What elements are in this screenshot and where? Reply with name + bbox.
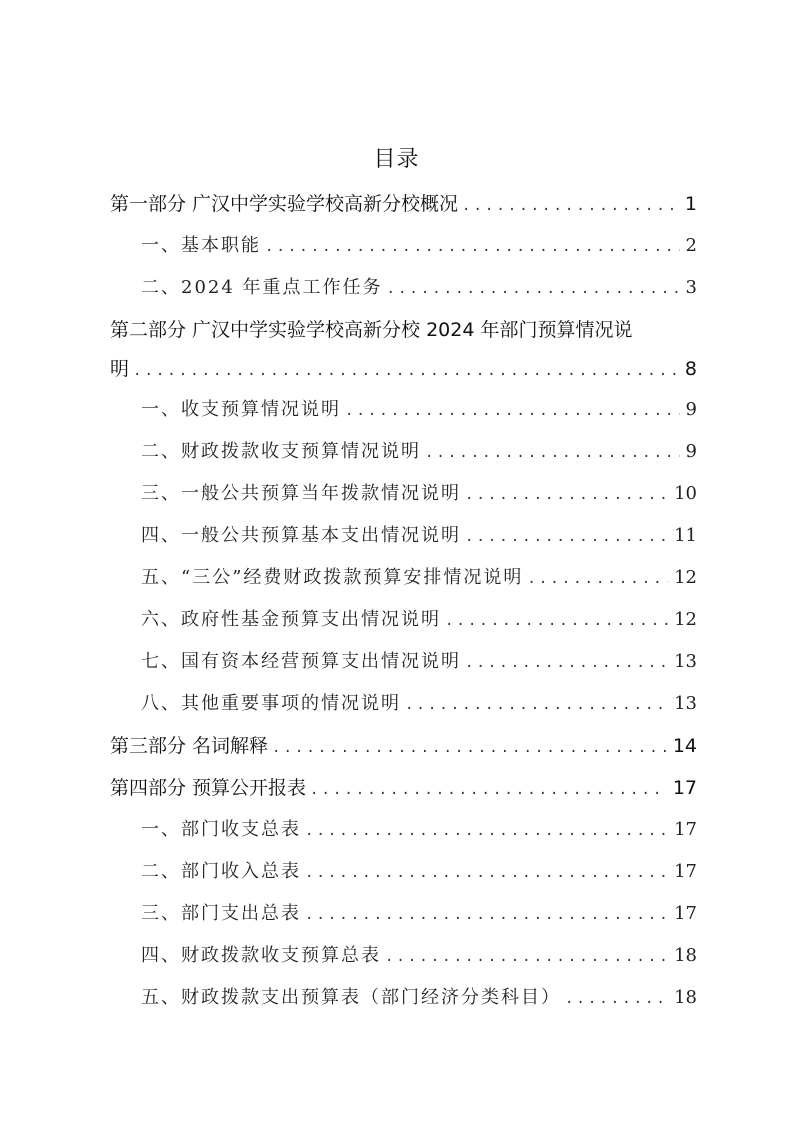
toc-entry-text: 二、财政拨款收支预算情况说明 — [141, 441, 421, 462]
toc-entry-key-tasks[interactable] — [141, 272, 697, 304]
toc-entry-fiscal-appropriation[interactable] — [141, 436, 697, 468]
toc-entry-text: 四、一般公共预算基本支出情况说明 — [141, 525, 461, 546]
toc-page-number: 12 — [674, 567, 697, 588]
toc-leader-dots — [385, 941, 668, 973]
toc-page-number: 17 — [674, 903, 697, 924]
toc-leader-dots — [565, 983, 668, 1015]
toc-entry-income-expense[interactable] — [141, 394, 697, 426]
toc-leader-dots — [425, 437, 680, 469]
toc-entry-dept-income-expense-summary[interactable] — [141, 814, 697, 846]
toc-entry-text: 六、政府性基金预算支出情况说明 — [141, 609, 441, 630]
toc-entry-general-budget-basic[interactable] — [141, 520, 697, 552]
toc-leader-dots — [305, 899, 668, 931]
toc-leader-dots — [133, 355, 679, 387]
toc-page-number: 18 — [674, 987, 697, 1008]
toc-page-number: 18 — [674, 945, 697, 966]
toc-entry-basic-functions[interactable] — [141, 230, 697, 262]
toc-entry-dept-expense-summary[interactable] — [141, 898, 697, 930]
toc-leader-dots — [305, 857, 668, 889]
toc-entry-text: 第一部分 广汉中学实验学校高新分校概况 — [110, 193, 459, 215]
toc-page-number: 13 — [674, 693, 697, 714]
toc-entry-part-1[interactable] — [110, 188, 697, 220]
toc-page-number: 14 — [672, 735, 697, 757]
toc-entry-text: 三、部门支出总表 — [141, 903, 301, 924]
toc-leader-dots — [462, 190, 679, 222]
toc-entry-text: 二、2024 年重点工作任务 — [141, 277, 383, 298]
toc-entry-part-3[interactable] — [110, 730, 697, 762]
toc-title: 目录 — [373, 147, 420, 172]
toc-entry-part-2[interactable] — [110, 353, 697, 385]
toc-page-number: 3 — [685, 277, 697, 298]
toc-entry-text: 一、收支预算情况说明 — [141, 399, 341, 420]
toc-page-number: 8 — [684, 358, 697, 380]
toc-entry-text: 三、一般公共预算当年拨款情况说明 — [141, 483, 461, 504]
toc-entry-part-2-line1[interactable]: 第二部分 广汉中学实验学校高新分校 2024 年部门预算情况说 — [110, 319, 633, 341]
toc-page-number: 9 — [685, 399, 697, 420]
toc-entry-text: 五、“三公”经费财政拨款预算安排情况说明 — [141, 567, 524, 588]
toc-leader-dots — [345, 395, 680, 427]
toc-entry-text: 第四部分 预算公开报表 — [110, 777, 307, 799]
toc-leader-dots — [465, 647, 668, 679]
toc-entry-three-public-expenses[interactable] — [141, 562, 697, 594]
toc-leader-dots — [465, 521, 668, 553]
toc-leader-dots — [445, 605, 668, 637]
toc-page-number: 12 — [674, 609, 697, 630]
toc-entry-text: 二、部门收入总表 — [141, 861, 301, 882]
toc-entry-state-capital[interactable] — [141, 646, 697, 678]
toc-leader-dots — [387, 273, 680, 305]
toc-leader-dots — [527, 563, 668, 595]
toc-entry-text: 一、基本职能 — [141, 235, 261, 256]
toc-entry-text: 五、财政拨款支出预算表（部门经济分类科目） — [141, 987, 561, 1008]
toc-entry-government-fund[interactable] — [141, 604, 697, 636]
toc-page-number: 2 — [685, 235, 697, 256]
toc-leader-dots — [272, 732, 667, 764]
toc-entry-text: 八、其他重要事项的情况说明 — [141, 693, 401, 714]
toc-entry-text: 七、国有资本经营预算支出情况说明 — [141, 651, 461, 672]
toc-leader-dots — [305, 815, 668, 847]
toc-page-number: 17 — [674, 861, 697, 882]
toc-entry-text: 四、财政拨款收支预算总表 — [141, 945, 381, 966]
toc-page-number: 11 — [674, 525, 697, 546]
toc-leader-dots — [265, 231, 680, 263]
toc-entry-general-budget-current-year[interactable] — [141, 478, 697, 510]
toc-entry-other-matters[interactable] — [141, 688, 697, 720]
toc-page-number: 9 — [685, 441, 697, 462]
toc-entry-dept-income-summary[interactable] — [141, 856, 697, 888]
toc-page-number: 17 — [672, 777, 697, 799]
toc-entry-fiscal-income-expense-summary[interactable] — [141, 940, 697, 972]
toc-leader-dots — [310, 774, 667, 806]
toc-entry-text: 明 — [110, 358, 130, 380]
toc-entry-fiscal-expense-economic[interactable] — [141, 982, 697, 1014]
toc-page-number: 17 — [674, 819, 697, 840]
toc-page-number: 13 — [674, 651, 697, 672]
toc-entry-part-4[interactable] — [110, 772, 697, 804]
toc-entry-text: 一、部门收支总表 — [141, 819, 301, 840]
toc-leader-dots — [405, 689, 668, 721]
toc-page-number: 1 — [684, 193, 697, 215]
toc-entry-text: 第三部分 名词解释 — [110, 735, 269, 757]
toc-leader-dots — [465, 479, 668, 511]
toc-page-number: 10 — [674, 483, 697, 504]
